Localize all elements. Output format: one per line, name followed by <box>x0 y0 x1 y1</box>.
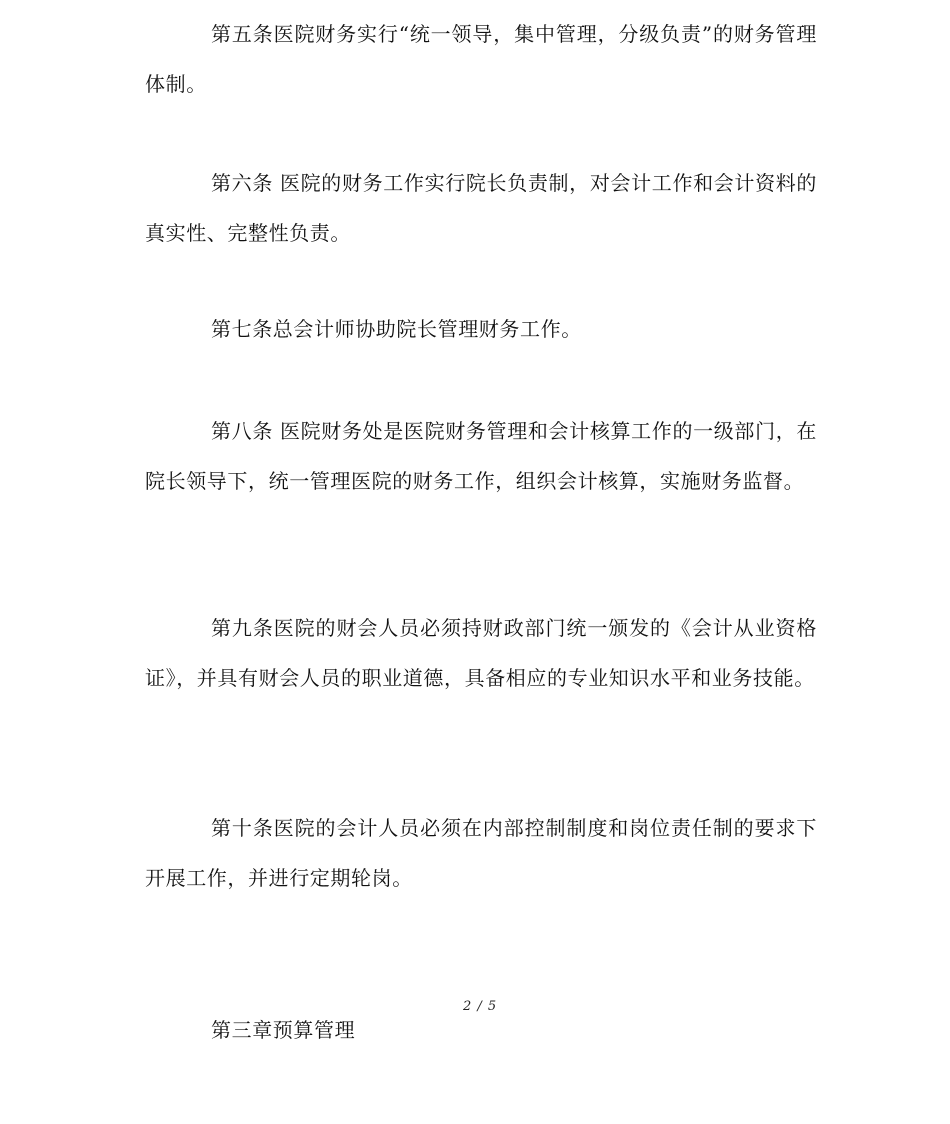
page-number: 2 / 5 <box>463 999 498 1014</box>
article-6-paragraph: 第六条 医院的财务工作实行院长负责制，对会计工作和会计资料的真实性、完整性负责。 <box>145 171 817 245</box>
article-8-paragraph: 第八条 医院财务处是医院财务管理和会计核算工作的一级部门，在院长领导下，统一管理医院的财务工作，组织会计核算，实施财务监督。 <box>145 419 817 493</box>
article-7-paragraph: 第七条总会计师协助院长管理财务工作。 <box>211 317 582 341</box>
article-9-paragraph: 第九条医院的财会人员必须持财政部门统一颁发的《会计从业资格证》，并具有财会人员的职业道德，具备相应的专业知识水平和业务技能。 <box>145 616 817 690</box>
article-10-paragraph: 第十条医院的会计人员必须在内部控制制度和岗位责任制的要求下开展工作，并进行定期轮岗。 <box>145 816 817 890</box>
chapter-heading: 第三章预算管理 <box>211 1018 356 1042</box>
article-5-paragraph: 第五条医院财务实行“统一领导，集中管理，分级负责”的财务管理体制。 <box>145 22 817 96</box>
